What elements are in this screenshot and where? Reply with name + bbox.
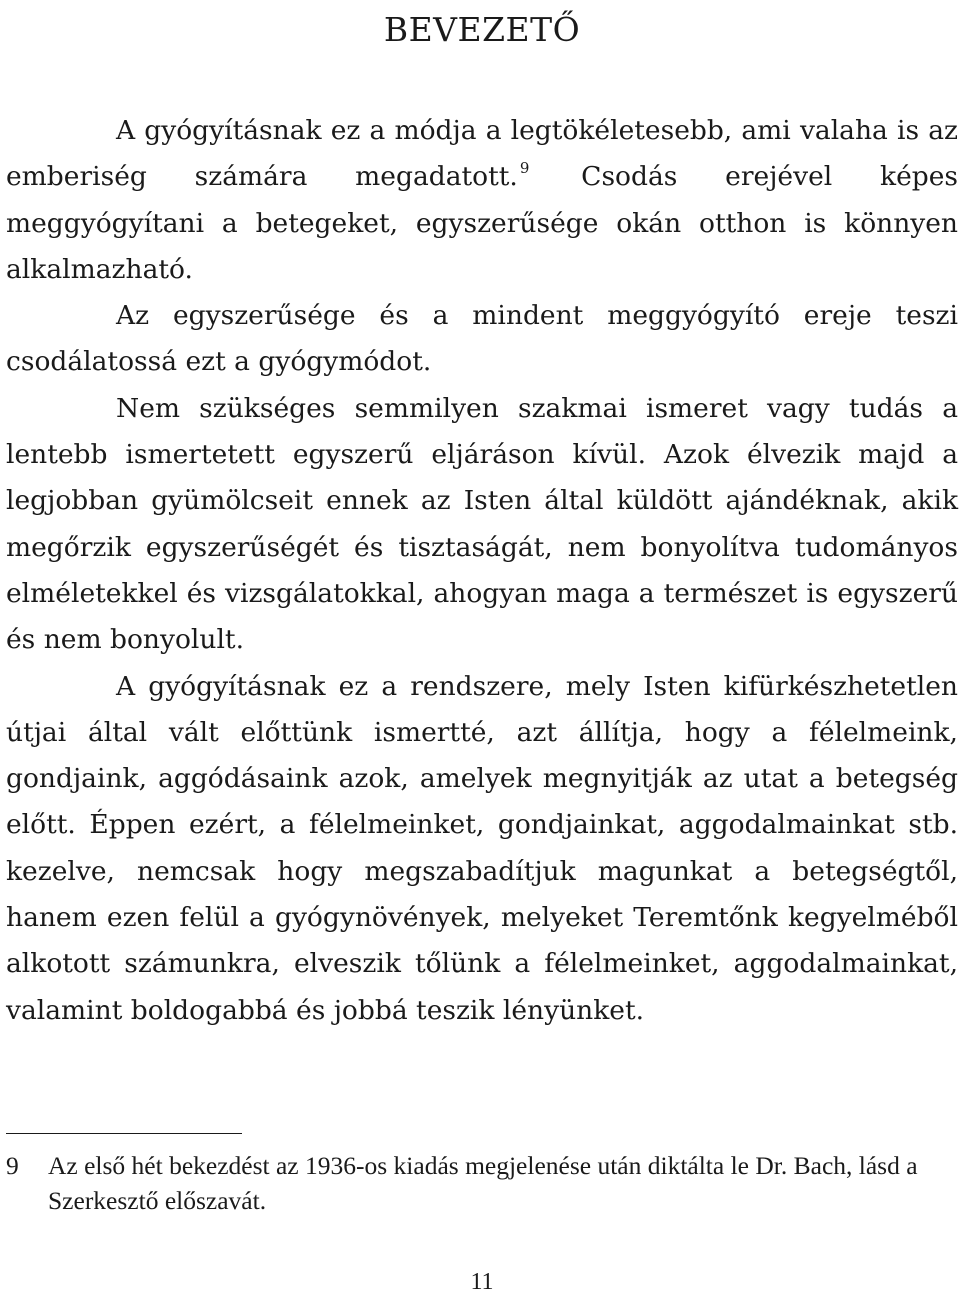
paragraph-1-text-after: Csodás erejével képes meggyógyítani a betegeket, egyszerűsége okán otthon is könnyen alkalmazható. [6, 161, 958, 285]
paragraph-4: A gyógyításnak ez a rendszere, mely Isten kifürkészhetetlen útjai által vált előttünk ismertté, azt állítja, hogy a félelmeink, gondjaink, aggódásaink azok, amelyek megnyitják az utat a betegség előtt. Éppen ezért, a félelmeinket, gondjainkat, aggodalmainkat stb. kezelve, nemcsak hogy megszabadítjuk magunkat a betegségtől, hanem ezen felül a gyógynövények, melyeket Teremtőnk kegyelméből alkotott számunkra, elveszik tőlünk a félelmeinket, aggodalmainkat, valamint boldogabbá és jobbá teszik lényünket. [6, 670, 958, 1026]
footnote [6, 1148, 958, 1218]
page-number: 11 [470, 1269, 494, 1295]
footnote-text: Az első hét bekezdést az 1936-os kiadás megjelenése után diktálta le Dr. Bach, lásd a Szerkesztő előszavát. [48, 1151, 918, 1215]
paragraph-3: Nem szükséges semmilyen szakmai ismeret vagy tudás a lentebb ismertetett egyszerű eljáráson kívül. Azok élvezik majd a legjobban gyümölcseit ennek az Isten által küldött ajándéknak, akik megőrzik egyszerűségét és tisztaságát, nem bonyolítva tudományos elméletekkel és vizsgálatokkal, ahogyan maga a természet is egyszerű és nem bonyolult. [6, 392, 958, 656]
paragraph-1-text-before: A gyógyításnak ez a módja a legtökéletesebb, ami valaha is az emberiség számára megadatott. [6, 115, 958, 193]
page-title: BEVEZETŐ [383, 10, 581, 49]
footnote-separator [6, 1133, 242, 1134]
footnote-reference: 9 [519, 159, 530, 178]
footnote-number: 9 [6, 1151, 19, 1180]
document-page [6, 0, 958, 1302]
paragraph-2: Az egyszerűsége és a mindent meggyógyító ereje teszi csodálatossá ezt a gyógymódot. [6, 300, 958, 378]
paragraph-1 [6, 108, 958, 293]
body-text [6, 108, 958, 1034]
